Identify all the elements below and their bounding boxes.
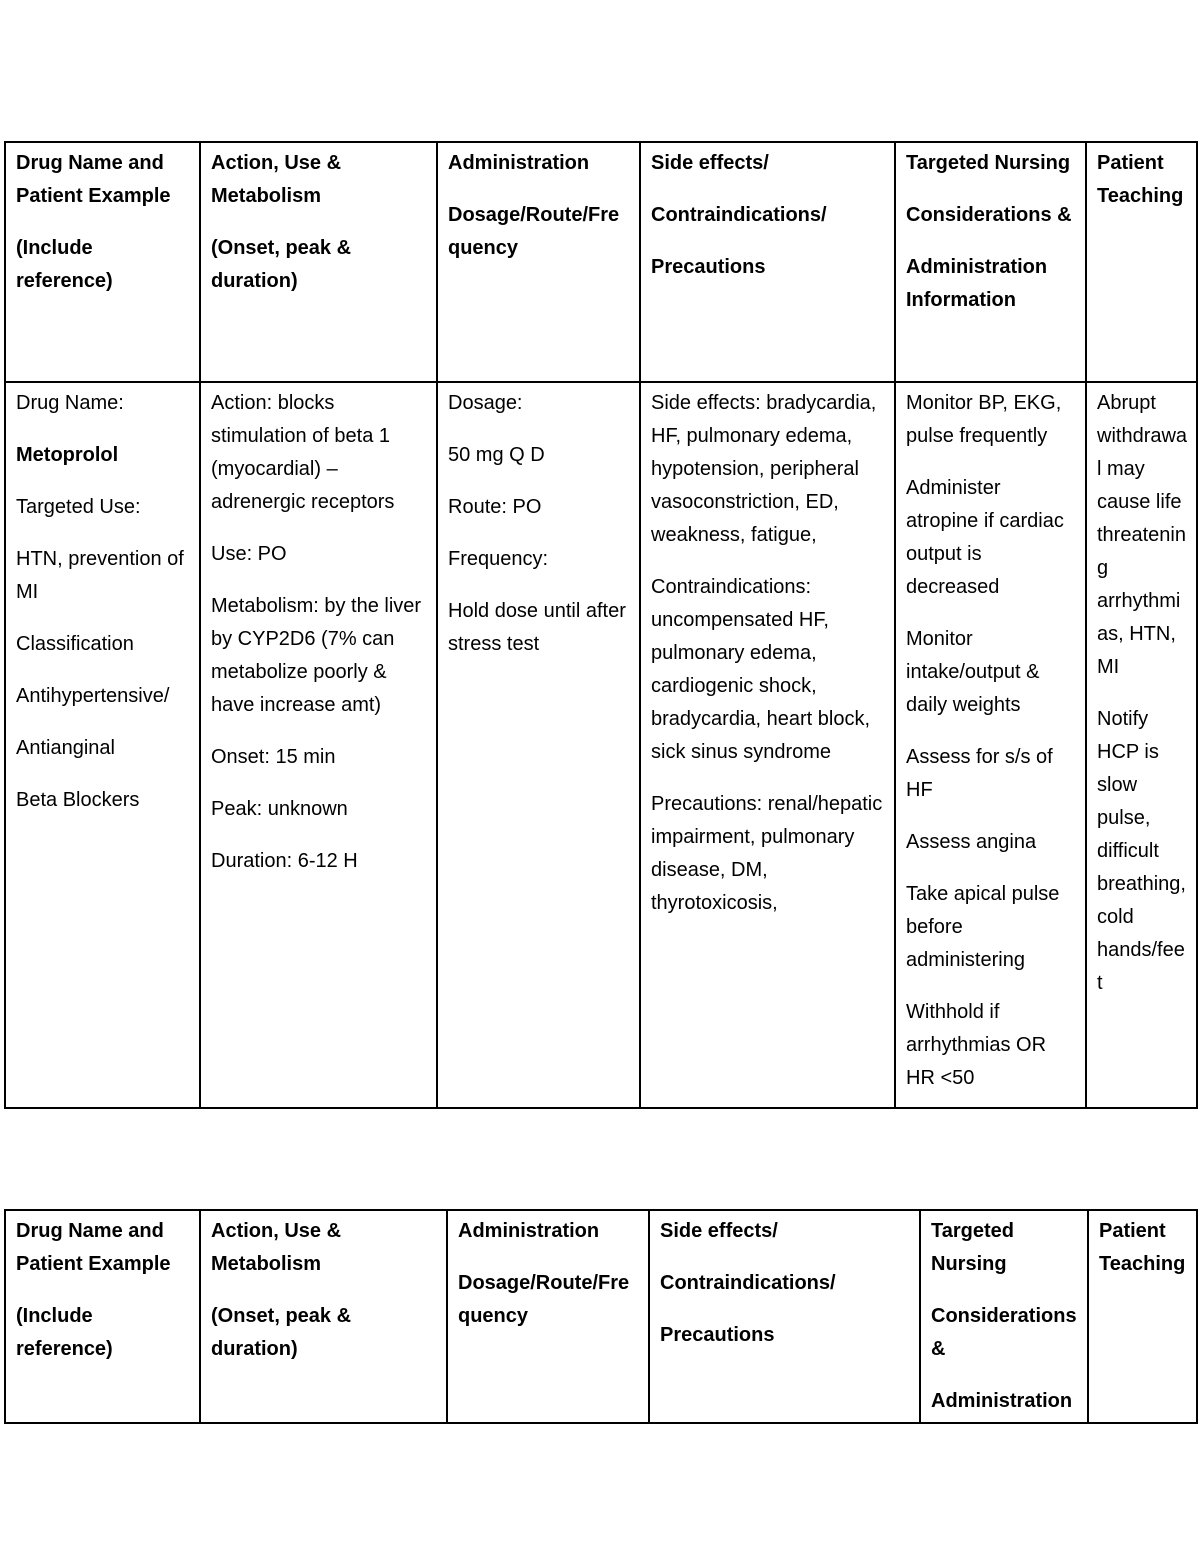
cell-side-effects: Side effects: bradycardia, HF, pulmonary edema, hypotension, peripheral vasoconstriction, ED, weakness, fatigue, Contraindications: uncompensated HF, pulmonary edema, cardiogenic shock, bradycardia, heart block, sick sinus syndrome Precautions: renal/hepatic impairment, pulmonary disease, DM, thyrotoxicosis, [640,382,895,1108]
header-side-effects: Side effects/ Contraindications/ Precautions [649,1210,920,1423]
table-header-row [5,1210,1197,1423]
cell-patient-teaching: Abrupt withdrawal may cause life threatening arrhythmias, HTN, MI Notify HCP is slow pulse, difficult breathing, cold hands/feet [1086,382,1197,1108]
header-patient-teaching: Patient Teaching [1086,142,1197,382]
header-nursing-considerations: Targeted Nursing Considerations & Administration [920,1210,1088,1423]
header-patient-teaching: Patient Teaching [1088,1210,1197,1423]
drug-data-row [5,382,1197,1108]
cell-drug-name: Drug Name: Metoprolol Targeted Use: HTN, prevention of MI Classification Antihypertensive/ Antianginal Beta Blockers [5,382,200,1108]
cell-administration: Dosage: 50 mg Q D Route: PO Frequency: Hold dose until after stress test [437,382,640,1108]
header-administration: Administration Dosage/Route/Frequency [447,1210,649,1423]
table-header-row [5,142,1197,382]
drug-name-value: Metoprolol [16,444,119,466]
header-action-use: Action, Use & Metabolism (Onset, peak & duration) [200,1210,447,1423]
header-drug-name: Drug Name and Patient Example (Include reference) [5,1210,200,1423]
header-drug-name: Drug Name and Patient Example (Include reference) [5,142,200,382]
cell-nursing-considerations: Monitor BP, EKG, pulse frequently Administer atropine if cardiac output is decreased Monitor intake/output & daily weights Assess for s/s of HF Assess angina Take apical pulse before administering Withhold if arrhythmias OR HR <50 [895,382,1086,1108]
header-administration: Administration Dosage/Route/Frequency [437,142,640,382]
drug-card-table-1 [4,141,1198,1109]
header-side-effects: Side effects/ Contraindications/ Precautions [640,142,895,382]
drug-card-table-2 [4,1209,1198,1424]
header-nursing-considerations: Targeted Nursing Considerations & Administration Information [895,142,1086,382]
header-action-use: Action, Use & Metabolism (Onset, peak & duration) [200,142,437,382]
cell-action-use: Action: blocks stimulation of beta 1 (myocardial) – adrenergic receptors Use: PO Metabolism: by the liver by CYP2D6 (7% can metabolize poorly & have increase amt) Onset: 15 min Peak: unknown Duration: 6-12 H [200,382,437,1108]
